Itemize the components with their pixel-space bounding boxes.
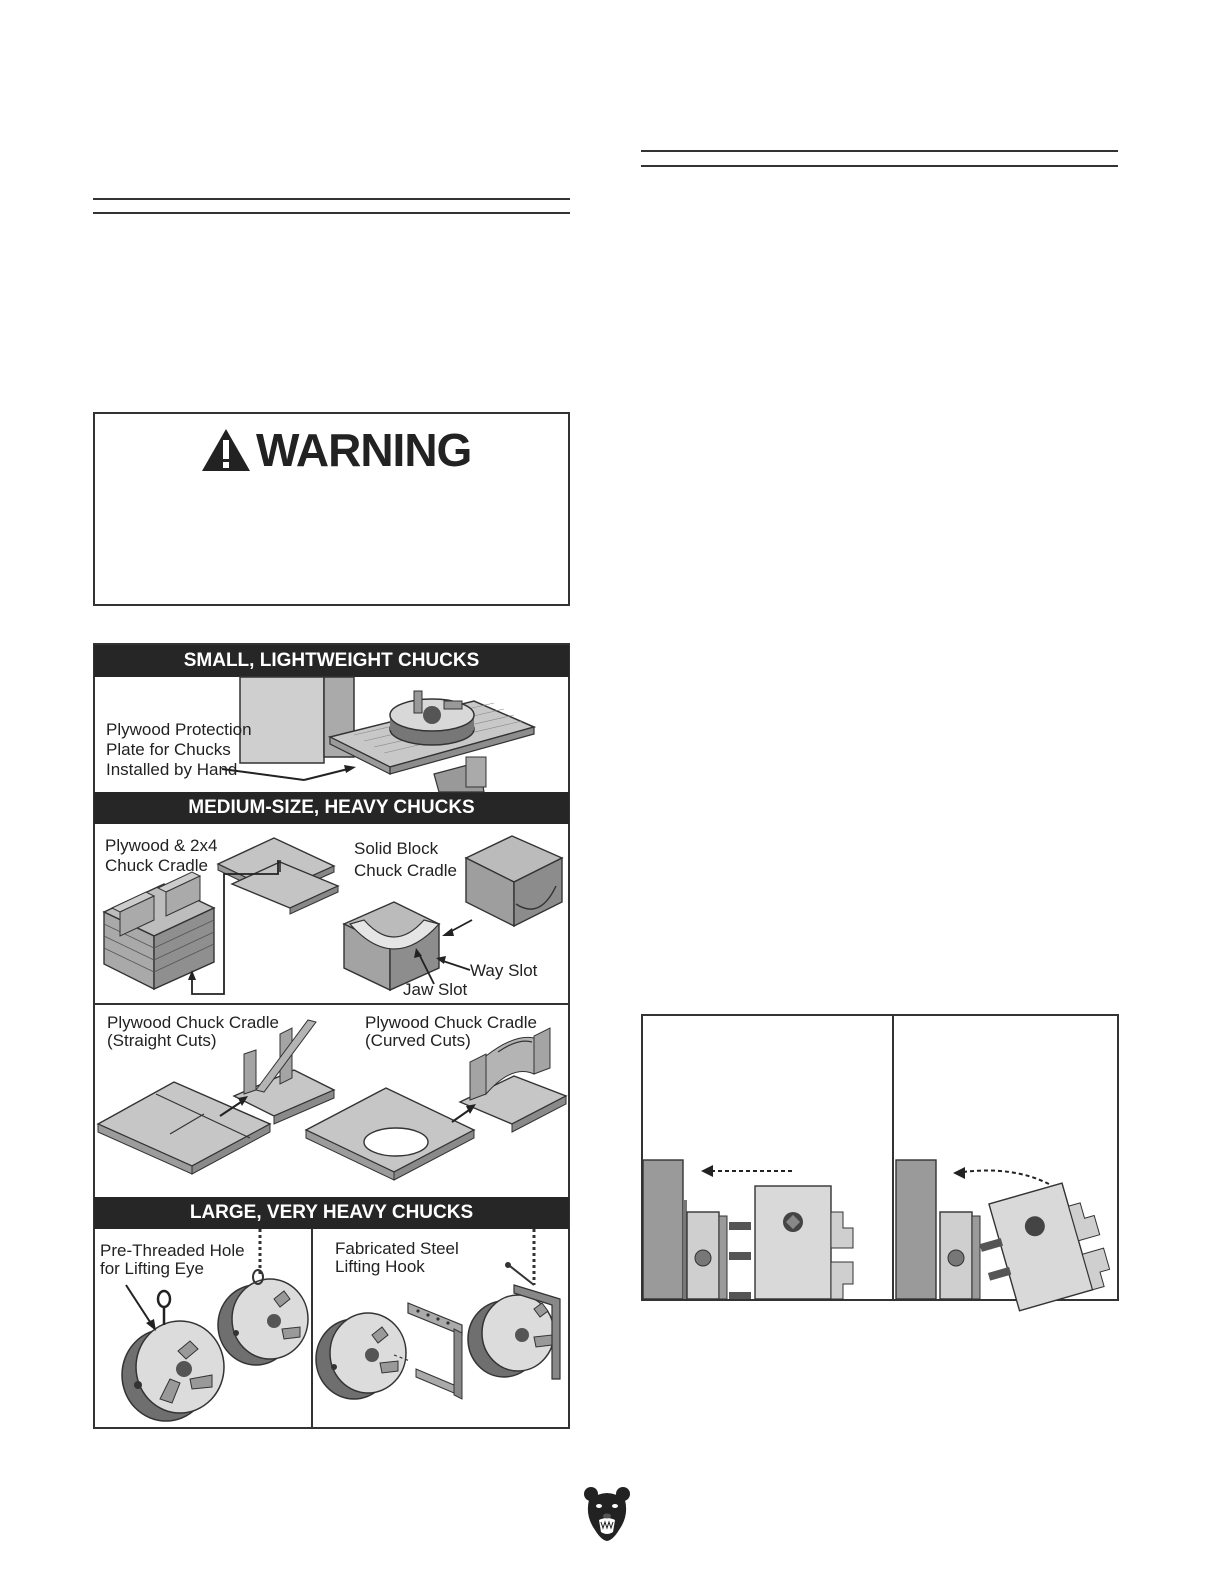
label-curved-cuts: Plywood Chuck Cradle (Curved Cuts)	[365, 1013, 537, 1050]
label-way-slot: Way Slot	[470, 961, 538, 980]
band-small-chucks: SMALL, LIGHTWEIGHT CHUCKS	[94, 645, 569, 677]
right-header-rule-bottom	[641, 165, 1118, 167]
warning-heading	[200, 424, 480, 476]
right-header-rule-top	[641, 150, 1118, 152]
band-large-chucks: LARGE, VERY HEAVY CHUCKS	[94, 1197, 569, 1229]
label-solid-block: Solid Block Chuck Cradle	[354, 839, 457, 880]
label-lifting-hook: Fabricated Steel Lifting Hook	[335, 1239, 459, 1276]
label-straight-cuts: Plywood Chuck Cradle (Straight Cuts)	[107, 1013, 279, 1050]
bear-logo-icon	[583, 1486, 631, 1542]
left-header-rule-top	[93, 198, 570, 200]
left-header-rule-bottom	[93, 212, 570, 214]
chuck-mounting-illustration	[643, 1016, 1117, 1299]
label-jaw-slot: Jaw Slot	[403, 980, 468, 999]
warning-heading-text: WARNING	[256, 424, 472, 476]
label-plywood-2x4: Plywood & 2x4 Chuck Cradle	[105, 836, 218, 875]
warning-triangle-icon	[200, 427, 252, 473]
label-pre-threaded-hole: Pre-Threaded Hole for Lifting Eye	[100, 1241, 245, 1278]
label-plywood-protection: Plywood Protection Plate for Chucks Installed by Hand	[106, 720, 252, 779]
band-medium-chucks: MEDIUM-SIZE, HEAVY CHUCKS	[94, 792, 569, 824]
